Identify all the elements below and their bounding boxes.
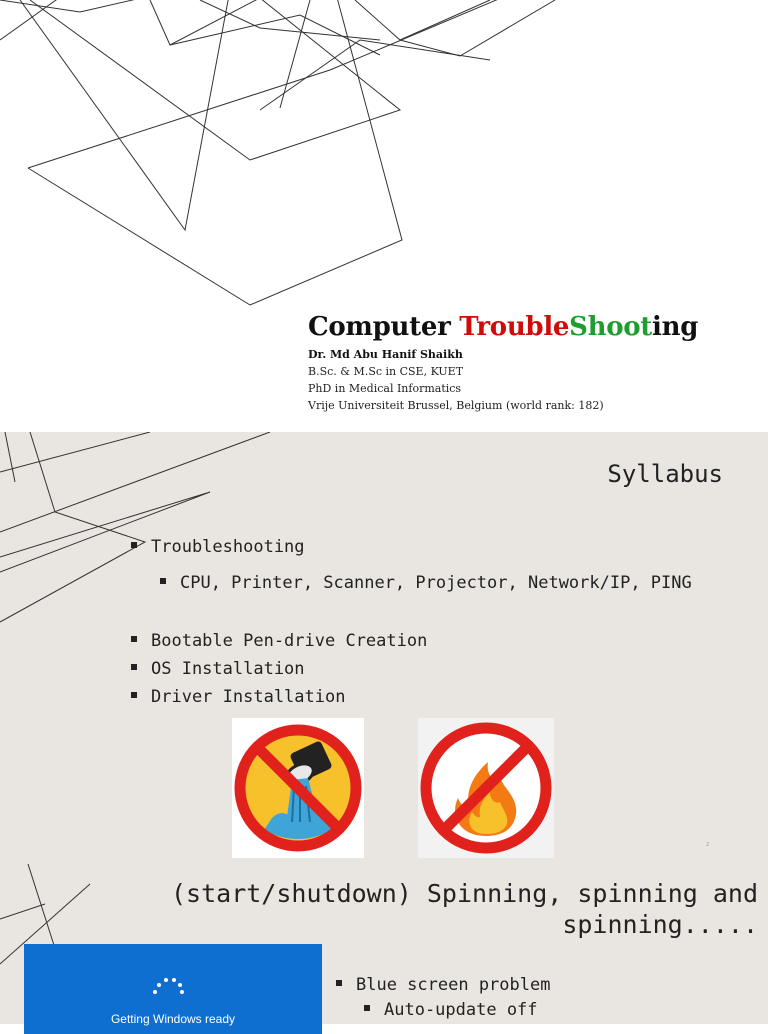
page-number: 2 xyxy=(706,842,710,848)
syllabus-item-label: Bootable Pen-drive Creation xyxy=(151,631,428,651)
spinning-subitem xyxy=(364,1000,538,1020)
author-university: Vrije Universiteit Brussel, Belgium (world rank: 182) xyxy=(308,399,604,412)
title-part-computer: Computer xyxy=(308,312,460,342)
title-part-trouble: Trouble xyxy=(459,312,570,342)
syllabus-title: Syllabus xyxy=(607,460,723,488)
syllabus-item xyxy=(131,631,427,651)
bullet-icon xyxy=(131,692,137,698)
spinning-title xyxy=(171,878,758,940)
title-part-ing: ing xyxy=(652,312,699,342)
syllabus-item xyxy=(131,687,345,707)
windows-update-text: Getting Windows ready xyxy=(110,1012,236,1026)
syllabus-item-label: CPU, Printer, Scanner, Projector, Network/IP, PING xyxy=(180,573,692,593)
syllabus-item-label: OS Installation xyxy=(151,659,305,679)
title-block xyxy=(308,312,698,412)
syllabus-subitem xyxy=(160,573,692,593)
bullet-icon xyxy=(364,1005,370,1011)
spinning-item xyxy=(336,975,550,995)
no-fire-icon xyxy=(418,718,554,858)
bullet-icon xyxy=(160,578,166,584)
author-phd: PhD in Medical Informatics xyxy=(308,382,462,395)
author-name: Dr. Md Abu Hanif Shaikh xyxy=(308,348,463,361)
bullet-icon xyxy=(131,664,137,670)
title-slide xyxy=(0,0,768,432)
spinning-title-line1: (start/shutdown) Spinning, spinning and xyxy=(171,879,758,908)
windows-update-screen xyxy=(24,944,322,1034)
syllabus-item-label: Driver Installation xyxy=(151,687,346,707)
presentation-title xyxy=(308,312,698,342)
bullet-icon xyxy=(131,542,137,548)
author-degree: B.Sc. & M.Sc in CSE, KUET xyxy=(308,365,464,378)
syllabus-item xyxy=(131,659,305,679)
syllabus-item-label: Troubleshooting xyxy=(151,537,305,557)
spinning-title-line2: spinning..... xyxy=(562,910,758,939)
bullet-icon xyxy=(131,636,137,642)
spinning-item-label: Auto-update off xyxy=(384,1000,538,1020)
bullet-icon xyxy=(336,980,342,986)
no-water-icon xyxy=(232,718,364,858)
syllabus-item xyxy=(131,537,305,557)
title-part-shoot: Shoot xyxy=(569,312,653,342)
spinning-item-label: Blue screen problem xyxy=(356,975,551,995)
loading-spinner-icon xyxy=(149,974,189,998)
